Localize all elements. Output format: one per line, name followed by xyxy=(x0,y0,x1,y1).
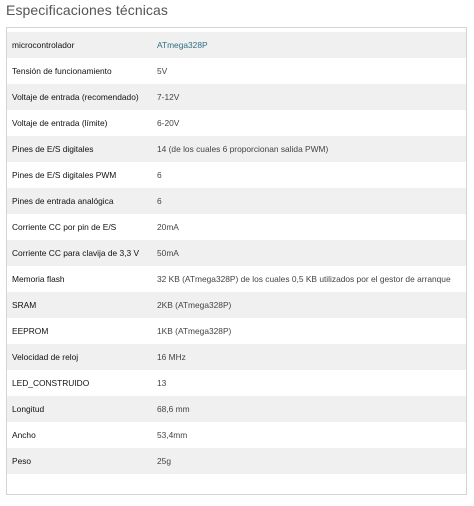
row-value: 53,4mm xyxy=(157,430,188,440)
table-row xyxy=(7,396,466,422)
row-value: 13 xyxy=(157,378,167,388)
table-row xyxy=(7,266,466,292)
row-label: Pines de entrada analógica xyxy=(12,196,114,206)
table-row xyxy=(7,32,466,58)
table-row xyxy=(7,448,466,474)
row-label: SRAM xyxy=(12,300,37,310)
row-value: 16 MHz xyxy=(157,352,186,362)
row-label: Voltaje de entrada (recomendado) xyxy=(12,92,139,102)
row-label: Peso xyxy=(12,456,32,466)
table-row xyxy=(7,214,466,240)
row-label: Pines de E/S digitales xyxy=(12,144,94,154)
table-row xyxy=(7,292,466,318)
table-row xyxy=(7,58,466,84)
row-label: Corriente CC para clavija de 3,3 V xyxy=(12,248,140,258)
row-value: 6 xyxy=(157,196,162,206)
row-value: 25g xyxy=(157,456,171,466)
row-label: Pines de E/S digitales PWM xyxy=(12,170,117,180)
table-row xyxy=(7,136,466,162)
table-row xyxy=(7,344,466,370)
row-label: Tensión de funcionamiento xyxy=(12,66,112,76)
row-label: Corriente CC por pin de E/S xyxy=(12,222,117,232)
row-value: 6-20V xyxy=(157,118,180,128)
table-row xyxy=(7,110,466,136)
microcontroller-link[interactable]: ATmega328P xyxy=(157,40,208,50)
spec-table xyxy=(6,27,467,495)
row-label: LED_CONSTRUIDO xyxy=(12,378,90,388)
row-label: EEPROM xyxy=(12,326,49,336)
row-value: 50mA xyxy=(157,248,179,258)
section-heading: Especificaciones técnicas xyxy=(6,2,169,18)
table-row xyxy=(7,240,466,266)
row-label: Longitud xyxy=(12,404,45,414)
table-row xyxy=(7,162,466,188)
table-row xyxy=(7,188,466,214)
table-row xyxy=(7,422,466,448)
row-label: Voltaje de entrada (límite) xyxy=(12,118,108,128)
row-value: 68,6 mm xyxy=(157,404,190,414)
table-row xyxy=(7,84,466,110)
row-label: Ancho xyxy=(12,430,36,440)
table-row xyxy=(7,370,466,396)
row-value: 14 (de los cuales 6 proporcionan salida PWM) xyxy=(157,144,329,154)
row-value: 5V xyxy=(157,66,168,76)
table-row xyxy=(7,318,466,344)
row-value: 1KB (ATmega328P) xyxy=(157,326,232,336)
row-value: 20mA xyxy=(157,222,179,232)
row-label: microcontrolador xyxy=(12,40,75,50)
row-label: Memoria flash xyxy=(12,274,65,284)
row-value: 7-12V xyxy=(157,92,180,102)
row-value: 2KB (ATmega328P) xyxy=(157,300,232,310)
row-value: 32 KB (ATmega328P) de los cuales 0,5 KB utilizados por el gestor de arranque xyxy=(157,274,451,284)
row-value: 6 xyxy=(157,170,162,180)
row-label: Velocidad de reloj xyxy=(12,352,79,362)
